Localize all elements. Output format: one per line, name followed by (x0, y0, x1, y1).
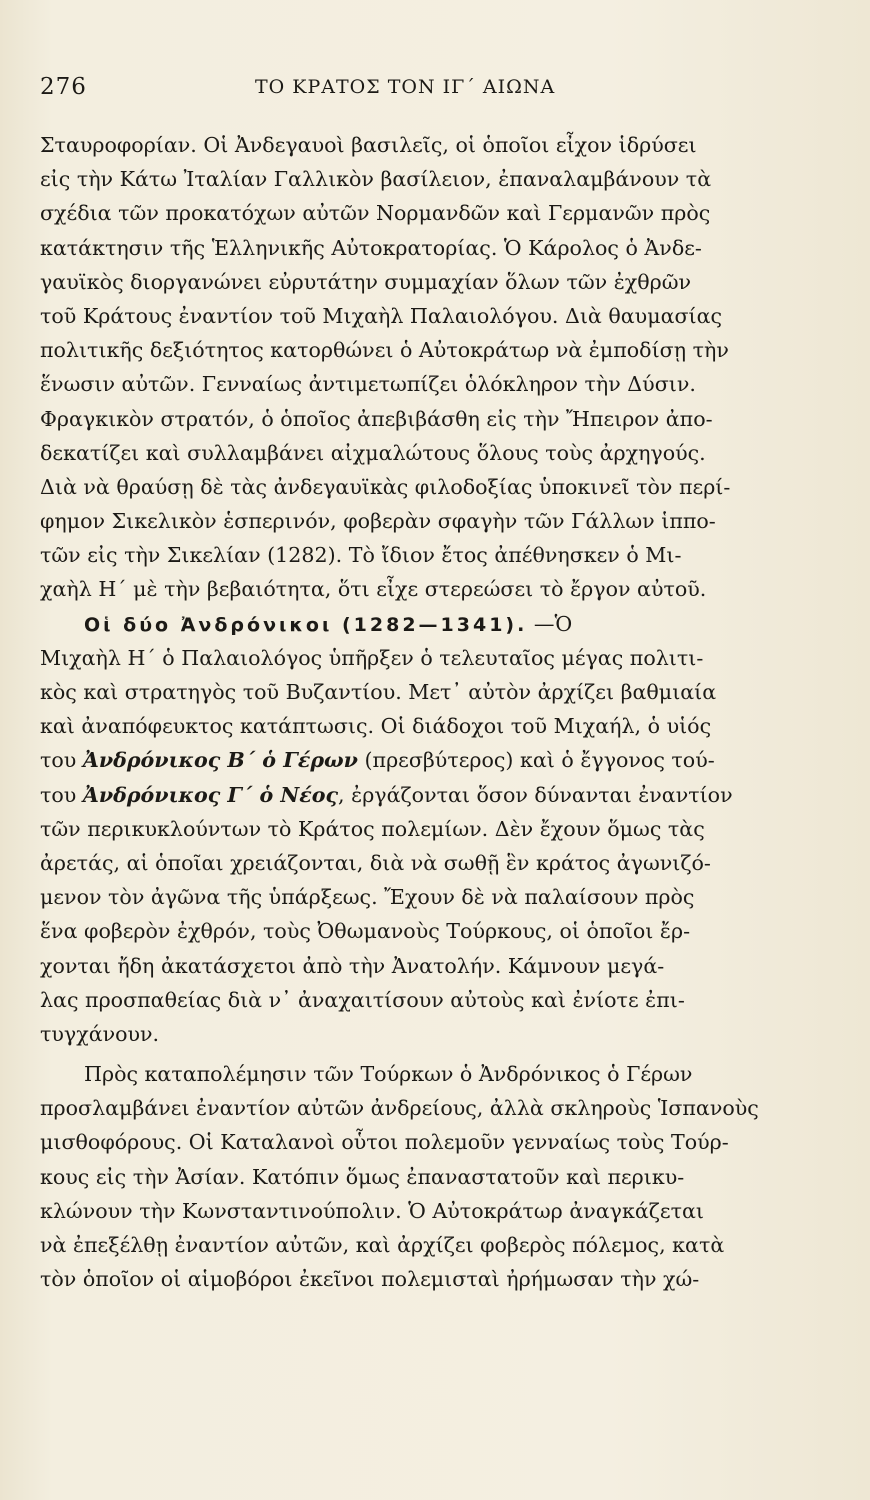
text-fragment: , ἐργάζονται ὅσον δύνανται ἐναντίον (338, 782, 733, 807)
text-line: φημον Σικελικὸν ἑσπερινόν, φοβερὰν σφαγὴν τῶν Γάλλων ἱππο- (40, 509, 716, 534)
running-head: ΤΟ ΚΡΑΤΟΣ ΤΟΝ ΙΓ΄ ΑΙΩΝΑ (255, 76, 556, 98)
section-heading-line (40, 607, 830, 641)
paragraph (40, 128, 830, 607)
text-line: χαὴλ Η΄ μὲ τὴν βεβαιότητα, ὅτι εἶχε στερεώσει τὸ ἔργον αὐτοῦ. (40, 577, 707, 602)
text-line (40, 743, 830, 777)
text-line: χονται ἤδη ἀκατάσχετοι ἀπὸ τὴν Ἀνατολήν. Κάμνουν μεγά- (40, 953, 665, 978)
text-fragment: (πρεσβύτερος) καὶ ὁ ἔγγονος τού- (357, 748, 715, 773)
text-fragment: του (40, 748, 83, 773)
emphasized-name: Ἀνδρόνικος Β΄ ὁ Γέρων (82, 748, 358, 773)
text-line: εἰς τὴν Κάτω Ἰταλίαν Γαλλικὸν βασίλειον, ἐπαναλαμβάνουν τὰ (40, 167, 712, 192)
text-line: τυγχάνουν. (40, 1021, 160, 1046)
text-line: προσλαμβάνει ἐναντίον αὐτῶν ἀνδρείους, ἀλλὰ σκληροὺς Ἱσπανοὺς (40, 1096, 759, 1121)
page-number: 276 (40, 74, 87, 100)
text-line: πολιτικῆς δεξιότητος κατορθώνει ὁ Αὐτοκράτωρ νὰ ἐμποδίσῃ τὴν (40, 338, 729, 363)
text-line: κατάκτησιν τῆς Ἑλληνικῆς Αὐτοκρατορίας. Ὁ Κάρολος ὁ Ἀνδε- (40, 235, 702, 260)
text-line: τοῦ Κράτους ἐναντίον τοῦ Μιχαὴλ Παλαιολόγου. Διὰ θαυμασίας (40, 303, 723, 328)
text-line: σχέδια τῶν προκατόχων αὐτῶν Νορμανδῶν καὶ Γερμανῶν πρὸς (40, 201, 711, 226)
text-line: κλώνουν τὴν Κωνσταντινούπολιν. Ὁ Αὐτοκράτωρ ἀναγκάζεται (40, 1198, 704, 1223)
text-line: ἀρετάς, αἱ ὁποῖαι χρειάζονται, διὰ νὰ σωθῇ ἓν κράτος ἀγωνιζό- (40, 850, 711, 875)
text-line: μισθοφόρους. Οἱ Καταλανοὶ οὗτοι πολεμοῦν γενναίως τοὺς Τούρ- (40, 1130, 729, 1155)
text-line: Φραγκικὸν στρατόν, ὁ ὁποῖος ἀπεβιβάσθη εἰς τὴν Ἤπειρον ἀπο- (40, 406, 713, 431)
text-line: μενον τὸν ἀγῶνα τῆς ὑπάρξεως. Ἔχουν δὲ νὰ παλαίσουν πρὸς (40, 885, 695, 910)
text-line: δεκατίζει καὶ συλλαμβάνει αἰχμαλώτους ὅλους τοὺς ἀρχηγούς. (40, 440, 706, 465)
text-fragment: του (40, 782, 83, 807)
text-line: λας προσπαθείας διὰ ν᾽ ἀναχαιτίσουν αὐτοὺς καὶ ἐνίοτε ἐπι- (40, 987, 685, 1012)
heading-continuation: —Ὁ (527, 611, 573, 636)
text-line: Μιχαὴλ Η΄ ὁ Παλαιολόγος ὑπῆρξεν ὁ τελευταῖος μέγας πολιτι- (40, 645, 704, 670)
page-header (40, 74, 830, 110)
text-line: γαυϊκὸς διοργανώνει εὐρυτάτην συμμαχίαν ὅλων τῶν ἐχθρῶν (40, 269, 692, 294)
body-text (40, 128, 830, 1296)
text-line: ἕνα φοβερὸν ἐχθρόν, τοὺς Ὀθωμανοὺς Τούρκους, οἱ ὁποῖοι ἔρ- (40, 919, 691, 944)
text-line: τῶν εἰς τὴν Σικελίαν (1282). Τὸ ἴδιον ἔτος ἀπέθνησκεν ὁ Μι- (40, 543, 682, 568)
text-line: νὰ ἐπεξέλθῃ ἐναντίον αὐτῶν, καὶ ἀρχίζει φοβερὸς πόλεμος, κατὰ (40, 1233, 725, 1257)
text-line: Διὰ νὰ θραύσῃ δὲ τὰς ἀνδεγαυϊκὰς φιλοδοξίας ὑποκινεῖ τὸν περί- (40, 474, 731, 499)
text-line: Πρὸς καταπολέμησιν τῶν Τούρκων ὁ Ἀνδρόνικος ὁ Γέρων (84, 1062, 693, 1087)
paragraph (40, 607, 830, 1051)
section-heading: Οἱ δύο Ἀνδρόνικοι (1282—1341). (84, 613, 528, 636)
text-line: Σταυροφορίαν. Οἱ Ἀνδεγαυοὶ βασιλεῖς, οἱ ὁποῖοι εἶχον ἱδρύσει (40, 133, 697, 157)
paragraph (40, 1057, 830, 1296)
text-line: καὶ ἀναπόφευκτος κατάπτωσις. Οἱ διάδοχοι τοῦ Μιχαήλ, ὁ υἱός (40, 714, 712, 739)
text-line (40, 778, 830, 812)
text-line: κους εἰς τὴν Ἀσίαν. Κατόπιν ὅμως ἐπαναστατοῦν καὶ περικυ- (40, 1164, 685, 1189)
text-line: κὸς καὶ στρατηγὸς τοῦ Βυζαντίου. Μετ᾽ αὐτὸν ἀρχίζει βαθμιαία (40, 680, 717, 704)
text-line: τῶν περικυκλούντων τὸ Κράτος πολεμίων. Δὲν ἔχουν ὅμως τὰς (40, 816, 705, 841)
text-line: ἕνωσιν αὐτῶν. Γενναίως ἀντιμετωπίζει ὁλόκληρον τὴν Δύσιν. (40, 372, 696, 397)
emphasized-name: Ἀνδρόνικος Γ΄ ὁ Νέος (82, 782, 339, 807)
text-line: τὸν ὁποῖον οἱ αἱμοβόροι ἐκεῖνοι πολεμισταὶ ἠρήμωσαν τὴν χώ- (40, 1267, 700, 1292)
